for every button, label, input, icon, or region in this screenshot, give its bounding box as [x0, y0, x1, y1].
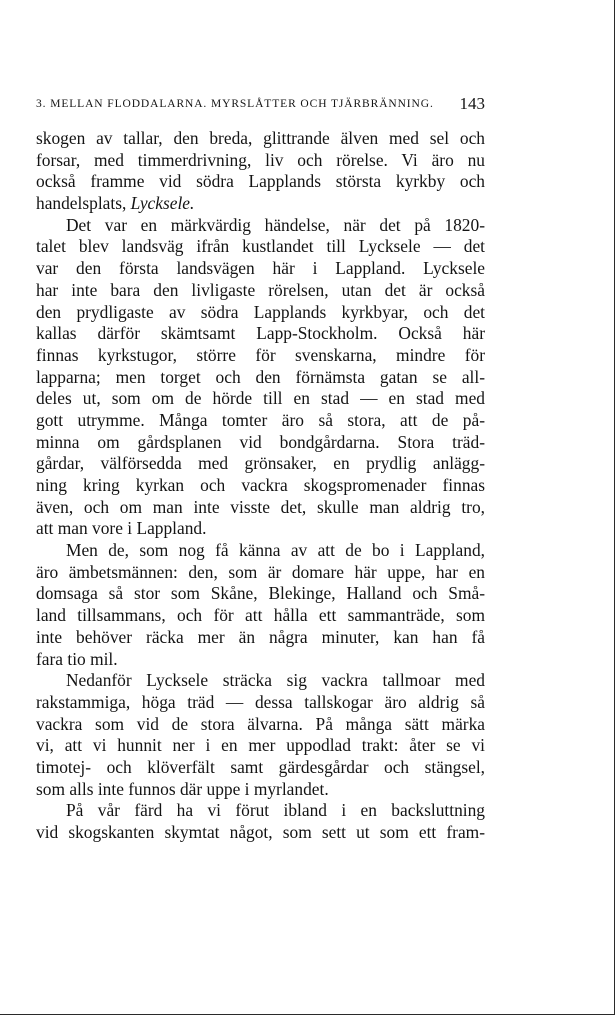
- text-line: deles ut, som om de hörde till en stad — en stad med: [36, 388, 485, 409]
- text-line: rakstammiga, höga träd — dessa tallskogar äro aldrig så: [36, 691, 485, 712]
- text-line: minna om gårdsplanen vid bondgårdarna. Stora träd-: [36, 431, 485, 452]
- text-line: som alls inte funnos där uppe i myrlandet.: [36, 778, 329, 799]
- text-line: att man vore i Lappland.: [36, 518, 207, 539]
- chapter-title: 3. MELLAN FLODDALARNA. MYRSLÅTTER OCH TJÄRBRÄNNING.: [36, 98, 434, 110]
- text-line: Men de, som nog få känna av att de bo i Lappland,: [66, 540, 485, 561]
- text-line: land tillsammans, och för att hålla ett sammanträde, som: [36, 605, 485, 626]
- text-line: forsar, med timmerdrivning, liv och rörelse. Vi äro nu: [36, 149, 485, 170]
- page-number: 143: [459, 94, 485, 113]
- text-line: Det var en märkvärdig händelse, när det på 1820-: [66, 214, 485, 235]
- text-line: fara tio mil.: [36, 648, 118, 669]
- text-line: inte behöver räcka mer än några minuter, kan han få: [36, 626, 485, 647]
- text-line: handelsplats, Lycksele.: [36, 193, 195, 214]
- text-line: gott utrymme. Många tomter äro så stora, att de på-: [36, 409, 485, 430]
- text-line: domsaga så stor som Skåne, Blekinge, Halland och Små-: [36, 583, 485, 604]
- text-line: också framme vid södra Lapplands största kyrkby och: [36, 171, 485, 192]
- text-line: har inte bara den livligaste rörelsen, utan det är också: [36, 279, 485, 300]
- body-text: [36, 128, 485, 844]
- text-line: äro ämbetsmännen: den, som är domare här uppe, har en: [36, 561, 485, 582]
- text-line: även, och om man inte visste det, skulle man aldrig tro,: [36, 496, 485, 517]
- text-line: lapparna; men torget och den förnämsta gatan se all-: [36, 366, 485, 387]
- text-line: kallas därför skämtsamt Lapp-Stockholm. Också här: [36, 323, 485, 344]
- text-line: gårdar, välförsedda med grönsaker, en prydlig anlägg-: [36, 453, 485, 474]
- text-line: skogen av tallar, den breda, glittrande älven med sel och: [36, 128, 485, 148]
- place-name-italic: Lycksele.: [130, 193, 195, 214]
- running-header: [36, 94, 485, 118]
- text-line: timotej- och klöverfält samt gärdesgårdar och stängsel,: [36, 756, 485, 777]
- text-line: talet blev landsväg ifrån kustlandet till Lycksele — det: [36, 236, 485, 257]
- text-line: På vår färd ha vi förut ibland i en backsluttning: [66, 800, 485, 821]
- text-line: vackra som vid de stora älvarna. På många sätt märka: [36, 713, 485, 734]
- text-line: Nedanför Lycksele sträcka sig vackra tallmoar med: [66, 670, 485, 691]
- text-line: den prydligaste av södra Lapplands kyrkbyar, och det: [36, 301, 485, 322]
- text-line: vi, att vi hunnit ner i en mer uppodlad trakt: åter se vi: [36, 735, 485, 756]
- text-line: vid skogskanten skymtat något, som sett ut som ett fram-: [36, 822, 485, 842]
- text-line: ning kring kyrkan och vackra skogspromenader finnas: [36, 475, 485, 495]
- text-line: finnas kyrkstugor, större för svenskarna, mindre för: [36, 344, 485, 365]
- text-line: var den första landsvägen här i Lappland. Lycksele: [36, 258, 485, 279]
